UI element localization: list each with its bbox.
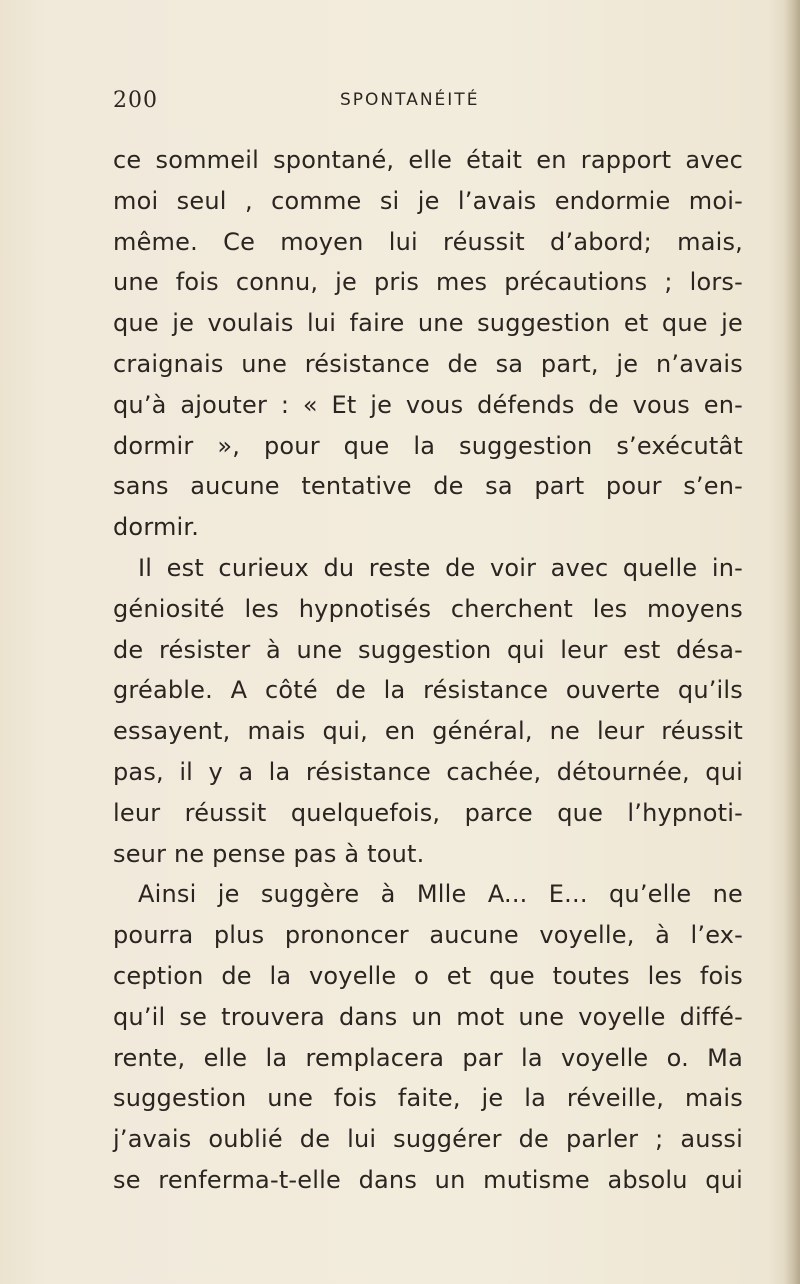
text-line: rente, elle la remplacera par la voyelle o. Ma (113, 1043, 743, 1072)
text-line: moi seul , comme si je l’avais endormie moi- (113, 186, 743, 215)
text-line: seur ne pense pas à tout. (113, 839, 425, 868)
page-header (113, 88, 733, 128)
text-line: suggestion une fois faite, je la réveille, mais (113, 1084, 743, 1113)
text-line: se renferma-t-elle dans un mutisme absolu qui (113, 1165, 743, 1194)
body-text (113, 140, 743, 1201)
text-line: dormir. (113, 513, 200, 542)
text-line: géniosité les hypnotisés cherchent les moyens (113, 594, 743, 623)
text-line: leur réussit quelquefois, parce que l’hypnoti- (113, 798, 743, 827)
text-line: qu’il se trouvera dans un mot une voyelle diffé- (113, 1002, 743, 1031)
text-line: Il est curieux du reste de voir avec quelle in- (138, 553, 743, 582)
page-number: 200 (113, 88, 158, 113)
text-line: pourra plus prononcer aucune voyelle, à l’ex- (113, 921, 743, 950)
text-line: dormir », pour que la suggestion s’exécutât (113, 431, 743, 460)
text-line: gréable. A côté de la résistance ouverte qu’ils (113, 676, 743, 705)
text-line: qu’à ajouter : « Et je vous défends de vous en- (113, 390, 743, 419)
text-line: ce sommeil spontané, elle était en rapport avec (113, 146, 743, 174)
text-line: essayent, mais qui, en général, ne leur réussit (113, 717, 743, 746)
text-line: que je voulais lui faire une suggestion et que je (113, 309, 743, 338)
text-line: j’avais oublié de lui suggérer de parler ; aussi (113, 1125, 743, 1154)
text-line: sans aucune tentative de sa part pour s’en- (113, 472, 743, 501)
text-line: une fois connu, je pris mes précautions ; lors- (113, 268, 743, 297)
running-head: SPONTANÉITÉ (340, 90, 480, 110)
page-edge-shadow (784, 0, 800, 1284)
text-line: pas, il y a la résistance cachée, détournée, qui (113, 757, 743, 786)
text-line: même. Ce moyen lui réussit d’abord; mais, (113, 227, 743, 256)
text-line: Ainsi je suggère à Mlle A... E... qu’elle ne (138, 880, 743, 909)
text-line: craignais une résistance de sa part, je n’avais (113, 349, 743, 378)
text-line: de résister à une suggestion qui leur est désa- (113, 635, 743, 664)
text-line: ception de la voyelle o et que toutes les fois (113, 961, 743, 990)
